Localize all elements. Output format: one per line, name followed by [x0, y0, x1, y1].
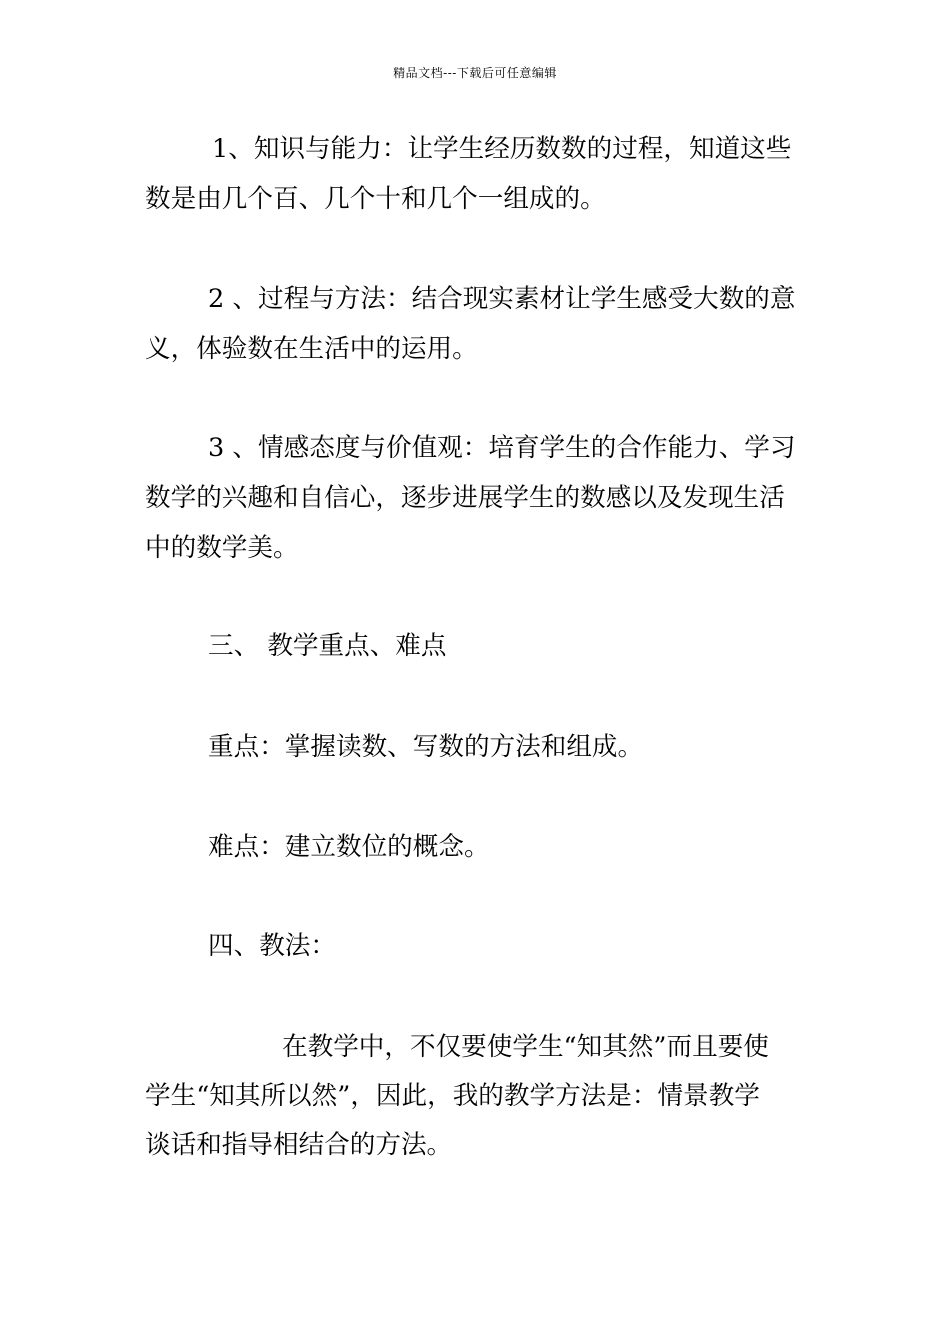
goal-2-line-2: 义，体验数在生活中的运用。: [145, 334, 478, 364]
method-line-2: 学生“知其所以然”，因此，我的教学方法是：情景教学: [145, 1081, 760, 1111]
section-heading-key-points: 三、 教学重点、难点: [208, 631, 447, 661]
goal-2-line-1: 2 、过程与方法：结合现实素材让学生感受大数的意: [208, 284, 796, 314]
goal-3-line-1: 3 、情感态度与价值观：培育学生的合作能力、学习: [208, 433, 796, 463]
goal-3-line-2: 数学的兴趣和自信心，逐步进展学生的数感以及发现生活: [145, 483, 785, 513]
method-line-1: 在教学中，不仅要使学生“知其然”而且要使: [282, 1032, 769, 1062]
goal-3-line-3: 中的数学美。: [145, 533, 299, 563]
difficulty-line: 难点：建立数位的概念。: [208, 832, 490, 862]
goal-1-line-1: 1、知识与能力：让学生经历数数的过程，知道这些: [212, 134, 792, 164]
goal-1-line-2: 数是由几个百、几个十和几个一组成的。: [145, 184, 606, 214]
key-point-line: 重点：掌握读数、写数的方法和组成。: [208, 732, 644, 762]
method-line-3: 谈话和指导相结合的方法。: [145, 1130, 453, 1160]
page-header: 精品文档---下载后可任意编辑: [393, 66, 557, 80]
section-heading-teaching-method: 四、教法：: [208, 931, 336, 961]
